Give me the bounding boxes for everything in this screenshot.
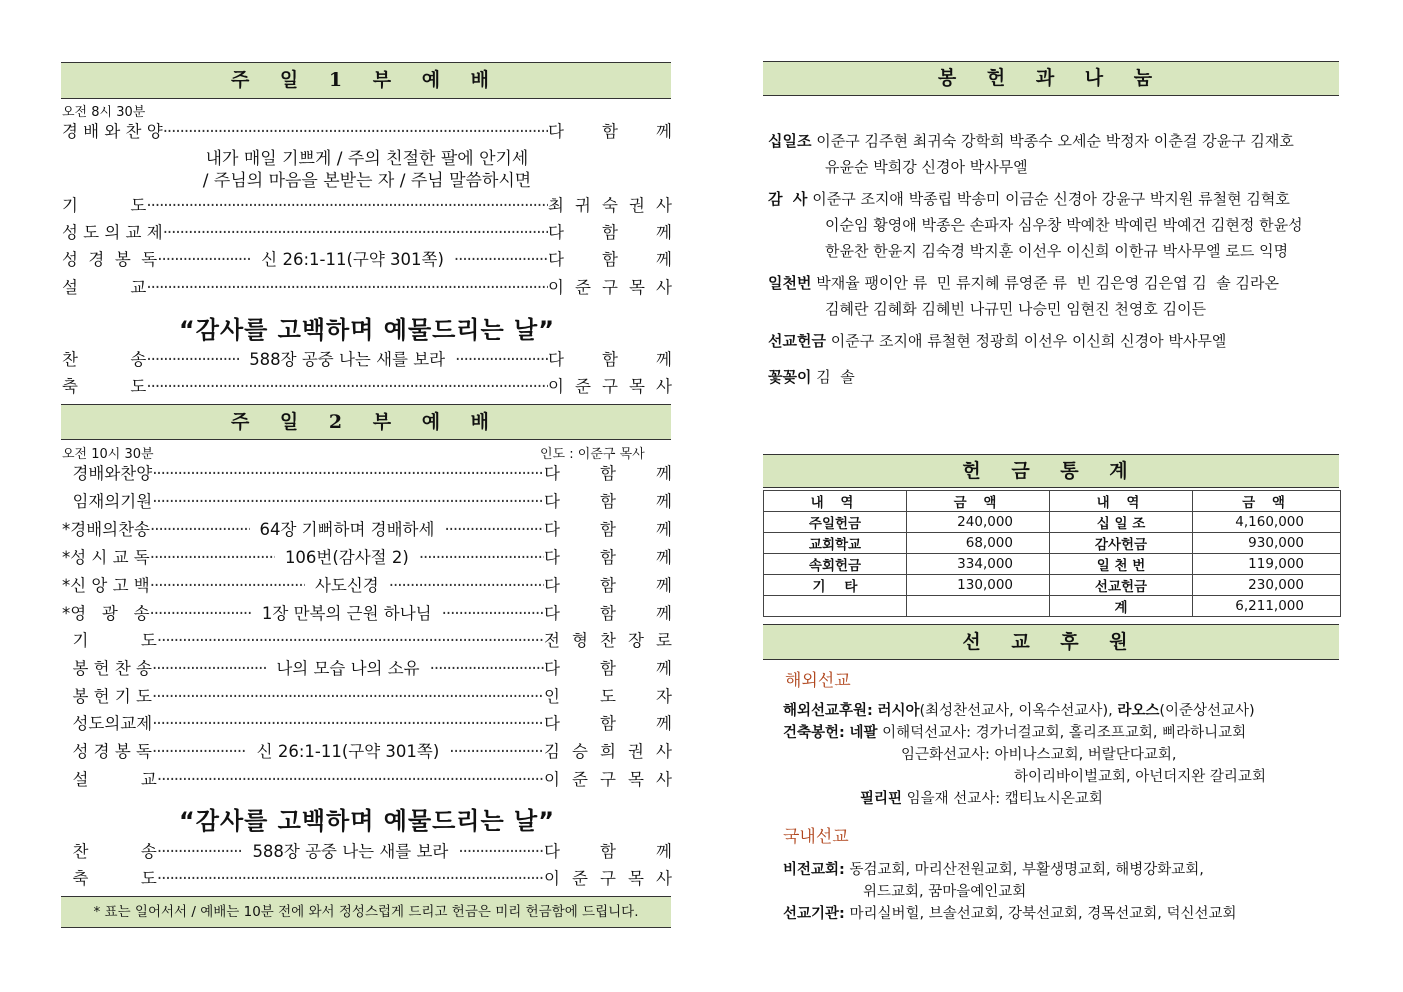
service2-title: 주 일 2 부 예 배: [230, 411, 502, 433]
order-item-label: 임재의기원: [62, 492, 153, 511]
mission-orgs: 마리실버힐, 브솔선교회, 강북선교회, 경목선교회, 덕신선교회: [849, 906, 1237, 922]
table-cell: 선교헌금: [1050, 575, 1193, 596]
order-item-person: 다 함 께: [543, 520, 672, 539]
table-cell: 68,000: [907, 533, 1050, 554]
order-item-person: 다 함 께: [547, 350, 672, 369]
order-item-label: 기 도: [62, 631, 157, 650]
offering-key: 일천번: [768, 274, 812, 292]
table-header-row: [764, 491, 1341, 512]
table-cell: [907, 596, 1050, 617]
order-row: [62, 192, 672, 220]
offering-names: 김 솔: [816, 368, 855, 386]
vision-churches-2: 위드교회, 꿈마을예인교회: [863, 884, 1027, 900]
order-item-detail: 588장 공중 나는 새를 보라: [249, 350, 446, 369]
order-item-label: 축 도: [62, 869, 157, 888]
order-item-detail: 신 26:1-11(구약 301쪽): [256, 742, 440, 761]
footer-note-text: * 표는 일어서서 / 예배는 10분 전에 와서 정성스럽게 드리고 헌금은 미리 헌금함에 드립니다.: [93, 904, 639, 920]
order-item-label: 경배와찬양: [62, 464, 153, 483]
offering-group-flowers: [768, 364, 1348, 390]
order-item-person: 김 승 희 권 사: [543, 742, 672, 761]
order-row: [62, 627, 672, 655]
order-item-person: 다 함 께: [543, 842, 672, 861]
order-item-person: 이 준 구 목 사: [548, 278, 672, 297]
leader-dots: [150, 516, 250, 544]
leader-dots: [152, 710, 544, 738]
leader-dots: [152, 655, 266, 683]
building-support-key: 건축봉헌:: [783, 725, 845, 741]
nepal-churches-2: 임근화선교사: 아비나스교회, 버랄단다교회,: [901, 747, 1177, 763]
mission-title: 선 교 후 원: [962, 631, 1140, 653]
table-cell: 240,000: [907, 512, 1050, 533]
leader-dots: [430, 655, 544, 683]
table-cell: 교회학교: [764, 533, 907, 554]
leader-dots: [157, 865, 544, 893]
order-row: [62, 710, 672, 738]
building-support-line: [783, 722, 1246, 744]
order-row: [62, 346, 672, 374]
offering-list: [768, 128, 1348, 390]
order-row: [62, 838, 672, 866]
order-item-label: 경 배 와 찬 양: [62, 122, 163, 141]
country-nepal: 네팔: [849, 725, 878, 741]
order-item-person: 다 함 께: [543, 576, 672, 595]
offering-group-mission: [768, 328, 1348, 354]
country-laos: 라오스: [1117, 703, 1160, 719]
order-item-person: 다 함 께: [544, 714, 672, 733]
table-cell: 930,000: [1193, 533, 1341, 554]
leader-dots: [444, 516, 544, 544]
order-item-person: 다 함 께: [548, 122, 672, 141]
order-item-person: 다 함 께: [543, 659, 672, 678]
offering-names: 이준구 김주현 최귀숙 강학희 박종수 오세순 박정자 이춘걸 강윤구 김재호: [816, 132, 1294, 150]
offering-names: 김혜란 김혜화 김혜빈 나규민 나승민 임현진 천영호 김이든: [825, 300, 1207, 318]
offering-group-tithe: [768, 128, 1348, 180]
order-item-detail: 나의 모습 나의 소유: [276, 659, 420, 678]
leader-dots: [163, 219, 548, 247]
order-item-label: *영 광 송: [62, 604, 150, 623]
leader-dots: [419, 544, 544, 572]
order-item-label: 성 도 의 교 제: [62, 223, 163, 242]
leader-dots: [152, 683, 544, 711]
service2-time: 오전 10시 30분: [62, 447, 154, 462]
leader-dots: [389, 572, 544, 600]
table-cell: 230,000: [1193, 575, 1341, 596]
offering-stats-table: [763, 490, 1341, 617]
order-row: [62, 373, 672, 401]
service2-header: [61, 404, 671, 440]
table-cell: 4,160,000: [1193, 512, 1341, 533]
leader-dots: [455, 346, 548, 374]
leader-dots: [152, 738, 247, 766]
order-item-label: 봉 헌 찬 송: [62, 659, 152, 678]
offering-key: 십일조: [768, 132, 812, 150]
order-item-person: 최 귀 숙 권 사: [548, 196, 672, 215]
order-item-label: 성 경 봉 독: [62, 250, 158, 269]
offering-names: 한윤찬 한윤지 김숙경 박지훈 이선우 이신희 이한규 박사무엘 로드 익명: [825, 242, 1289, 260]
order-item-detail: 1장 만복의 근원 하나님: [261, 604, 432, 623]
vision-churches-line: [783, 859, 1204, 881]
order-item-label: *신 앙 고 백: [62, 576, 150, 595]
table-cell: 119,000: [1193, 554, 1341, 575]
order-item-label: 설 교: [62, 278, 147, 297]
overseas-support-key: 해외선교후원:: [783, 703, 873, 719]
table-row-total: [764, 596, 1341, 617]
nepal-churches-1: 이해덕선교사: 경가너걸교회, 홀리조프교회, 삐라하니교회: [882, 725, 1247, 741]
service1-time: 오전 8시 30분: [62, 105, 146, 120]
hymn-line-1: 내가 매일 기쁘게 / 주의 친절한 팔에 안기세: [205, 149, 529, 169]
column-header: 금 액: [907, 491, 1050, 512]
column-header: 내 역: [764, 491, 907, 512]
philippines-line: [860, 788, 1103, 810]
table-cell: 6,211,000: [1193, 596, 1341, 617]
order-row: [62, 766, 672, 794]
order-row: [62, 655, 672, 683]
leader-dots: [163, 118, 548, 146]
order-item-label: 성 경 봉 독: [62, 742, 152, 761]
order-item-label: *경배의찬송: [62, 520, 150, 539]
overseas-support-line: [783, 700, 1255, 722]
table-row: [764, 554, 1341, 575]
order-item-detail: 106번(감사절 2): [284, 548, 409, 567]
table-cell: 감사헌금: [1050, 533, 1193, 554]
table-cell: 130,000: [907, 575, 1050, 596]
order-row: [62, 865, 672, 893]
service1-sermon-title: “감사를 고백하며 예물드리는 날”: [178, 316, 555, 344]
leader-dots: [157, 246, 251, 274]
table-cell: [764, 596, 907, 617]
leader-dots: [152, 460, 544, 488]
order-item-label: 찬 송: [62, 842, 157, 861]
leader-dots: [150, 600, 252, 628]
order-item-person: 이 준 구 목 사: [544, 869, 672, 888]
table-cell: 계: [1050, 596, 1193, 617]
order-row: [62, 516, 672, 544]
order-item-detail: 588장 공중 나는 새를 보라: [252, 842, 449, 861]
leader-dots: [157, 838, 243, 866]
leader-dots: [157, 766, 544, 794]
order-item-person: 이 준 구 목 사: [544, 770, 672, 789]
country-russia: 러시아: [877, 703, 920, 719]
stats-header: [763, 454, 1339, 488]
stats-title: 헌 금 통 계: [962, 460, 1140, 482]
order-item-person: 다 함 께: [544, 464, 672, 483]
offering-header: [763, 61, 1339, 96]
leader-dots: [150, 544, 275, 572]
order-row: [62, 118, 672, 146]
order-row: [62, 600, 672, 628]
offering-title: 봉 헌 과 나 눔: [937, 67, 1165, 89]
order-row: [62, 274, 672, 302]
offering-names: 이준구 조지애 박종립 박송미 이금순 신경아 강윤구 박지원 류철현 김혁호: [812, 190, 1290, 208]
vision-churches: 동검교회, 마리산전원교회, 부활생명교회, 해병강화교회,: [849, 862, 1204, 878]
offering-names: 이순임 황영애 박종은 손파자 심우창 박예찬 박예린 박예건 김현정 한윤성: [825, 216, 1303, 234]
offering-names: 박재율 팽이안 류 민 류지혜 류영준 류 빈 김은영 김은엽 김 솔 김라온: [816, 274, 1280, 292]
leader-dots: [157, 627, 544, 655]
table-cell: 주일헌금: [764, 512, 907, 533]
domestic-mission-label: 국내선교: [783, 827, 849, 847]
footer-note: [61, 896, 671, 928]
leader-dots: [146, 274, 548, 302]
order-item-label: 설 교: [62, 770, 157, 789]
order-item-label: 기 도: [62, 196, 147, 215]
table-cell: 334,000: [907, 554, 1050, 575]
order-item-label: 축 도: [62, 377, 147, 396]
table-cell: 십 일 조: [1050, 512, 1193, 533]
order-item-person: 전 형 찬 장 로: [544, 631, 672, 650]
order-row: [62, 460, 672, 488]
column-header: 금 액: [1193, 491, 1341, 512]
offering-names: 이준구 조지애 류철현 정광희 이선우 이신희 신경아 박사무엘: [830, 332, 1227, 350]
table-row: [764, 512, 1341, 533]
nepal-churches-3: 하이리바이벌교회, 아넌더지완 갈리교회: [1014, 769, 1266, 785]
leader-dots: [442, 600, 544, 628]
order-item-person: 다 함 께: [543, 604, 672, 623]
leader-dots: [146, 346, 239, 374]
leader-dots: [150, 572, 305, 600]
country-philippines: 필리핀: [860, 791, 903, 807]
offering-group-thanks: [768, 186, 1348, 264]
table-cell: 기 타: [764, 575, 907, 596]
table-row: [764, 575, 1341, 596]
offering-key: 꽃꽂이: [768, 368, 812, 386]
order-row: [62, 246, 672, 274]
order-item-detail: 신 26:1-11(구약 301쪽): [261, 250, 444, 269]
philippines-missionary: 임을재 선교사: 캡티뇨시온교회: [906, 791, 1103, 807]
order-item-person: 다 함 께: [544, 492, 672, 511]
vision-churches-key: 비전교회:: [783, 862, 845, 878]
service2-leader: 인도 : 이준구 목사: [540, 447, 645, 462]
order-item-person: 인 도 자: [544, 687, 672, 706]
leader-dots: [152, 488, 544, 516]
mission-orgs-key: 선교기관:: [783, 906, 845, 922]
order-item-person: 다 함 께: [547, 250, 672, 269]
order-row: [62, 488, 672, 516]
service1-header: [61, 62, 671, 99]
offering-key: 감 사: [768, 190, 808, 208]
order-item-detail: 64장 기뻐하며 경배하세: [259, 520, 435, 539]
order-row: [62, 738, 672, 766]
overseas-mission-label: 해외선교: [785, 671, 851, 691]
service1-title: 주 일 1 부 예 배: [230, 69, 502, 91]
order-row: [62, 544, 672, 572]
table-cell: 일 천 번: [1050, 554, 1193, 575]
leader-dots: [458, 838, 544, 866]
offering-names: 유윤순 박희강 신경아 박사무엘: [825, 158, 1028, 176]
table-row: [764, 533, 1341, 554]
offering-group-thousand: [768, 270, 1348, 322]
leader-dots: [449, 738, 544, 766]
table-cell: 속회헌금: [764, 554, 907, 575]
order-item-label: 찬 송: [62, 350, 147, 369]
mission-orgs-line: [783, 903, 1236, 925]
order-item-label: 봉 헌 기 도: [62, 687, 152, 706]
offering-key: 선교헌금: [768, 332, 826, 350]
order-row: [62, 219, 672, 247]
leader-dots: [454, 246, 548, 274]
order-item-person: 이 준 구 목 사: [548, 377, 672, 396]
order-item-detail: 사도신경: [314, 576, 379, 595]
leader-dots: [146, 192, 548, 220]
leader-dots: [146, 373, 548, 401]
order-item-person: 다 함 께: [548, 223, 672, 242]
laos-missionaries: (이준상선교사): [1159, 703, 1255, 719]
order-item-label: *성 시 교 독: [62, 548, 150, 567]
hymn-line-2: / 주님의 마음을 본받는 자 / 주님 말씀하시면: [202, 171, 532, 191]
mission-header: [763, 624, 1339, 660]
order-row: [62, 572, 672, 600]
service2-sermon-title: “감사를 고백하며 예물드리는 날”: [178, 807, 555, 835]
order-item-label: 성도의교제: [62, 714, 153, 733]
russia-missionaries: (최성찬선교사, 이옥수선교사),: [919, 703, 1113, 719]
order-row: [62, 683, 672, 711]
order-item-person: 다 함 께: [544, 548, 672, 567]
column-header: 내 역: [1050, 491, 1193, 512]
